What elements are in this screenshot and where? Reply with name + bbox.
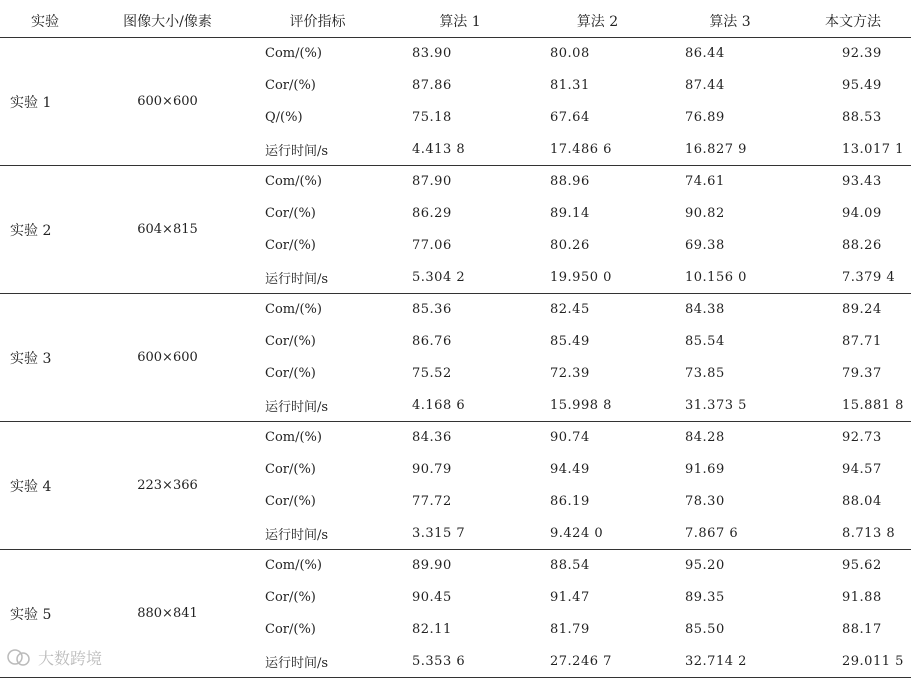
algorithm-2-value: 89.14 [550,206,590,222]
algorithm-2-value: 67.64 [550,109,590,125]
table-row [0,294,911,326]
algorithm-2-value: 9.424 0 [530,517,665,549]
algorithm-1-value: 84.36 [412,430,452,446]
proposed-method-value: 87.71 [842,334,882,350]
algorithm-3-value: 78.30 [685,493,725,509]
metric-label: Q/(%) [265,109,303,125]
algorithm-1-value: 87.86 [412,78,452,94]
header-algorithm-3: 算法 3 [665,4,795,38]
algorithm-3-value: 91.69 [685,462,725,478]
proposed-method-value: 93.43 [842,174,882,190]
header-algorithm-2: 算法 2 [530,4,665,38]
algorithm-1-value: 86.29 [412,206,452,222]
algorithm-1-value: 90.45 [412,590,452,606]
algorithm-3-value: 90.82 [685,206,725,222]
proposed-method-value: 79.37 [842,365,882,381]
algorithm-3-value: 95.20 [685,558,725,574]
table-row [0,550,911,582]
metric-label: Cor/(%) [265,365,316,381]
algorithm-1-value: 87.90 [412,174,452,190]
algorithm-1-value: 83.90 [412,46,452,62]
algorithm-3-value: 32.714 2 [665,645,795,677]
metric-label: Cor/(%) [265,493,316,509]
algorithm-3-value: 10.156 0 [665,261,795,293]
table-row [0,166,911,198]
algorithm-2-value: 19.950 0 [530,261,665,293]
header-experiment: 实验 [0,4,90,38]
algorithm-3-value: 89.35 [685,590,725,606]
image-size: 600×600 [90,294,245,422]
algorithm-2-value: 91.47 [550,590,590,606]
metric-label: Cor/(%) [265,590,316,606]
image-size: 604×815 [90,166,245,294]
metric-label: Com/(%) [265,174,322,190]
metric-label: Cor/(%) [265,237,316,253]
algorithm-2-value: 81.79 [550,621,590,637]
algorithm-1-value: 77.72 [412,493,452,509]
results-table [0,4,911,678]
algorithm-1-value: 4.413 8 [390,133,530,165]
metric-label: 运行时间/s [245,645,390,677]
experiment-name: 实验 2 [0,166,90,294]
algorithm-2-value: 90.74 [550,430,590,446]
watermark-text: 大数跨境 [38,649,103,668]
algorithm-2-value: 88.54 [550,558,590,574]
algorithm-2-value: 27.246 7 [530,645,665,677]
metric-label: Cor/(%) [265,206,316,222]
algorithm-2-value: 86.19 [550,493,590,509]
algorithm-2-value: 15.998 8 [530,389,665,421]
header-algorithm-1: 算法 1 [390,4,530,38]
algorithm-2-value: 94.49 [550,462,590,478]
header-metric: 评价指标 [245,4,390,38]
metric-label: 运行时间/s [245,261,390,293]
algorithm-1-value: 89.90 [412,558,452,574]
algorithm-2-value: 85.49 [550,334,590,350]
algorithm-1-value: 82.11 [412,621,452,637]
experiment-name: 实验 5 [0,550,90,678]
chat-bubble-logo-icon [6,648,32,668]
algorithm-1-value: 77.06 [412,237,452,253]
algorithm-3-value: 85.50 [685,621,725,637]
proposed-method-value: 91.88 [842,590,882,606]
metric-label: Com/(%) [265,46,322,62]
algorithm-3-value: 85.54 [685,334,725,350]
algorithm-3-value: 73.85 [685,365,725,381]
experiment-name: 实验 1 [0,38,90,166]
algorithm-3-value: 7.867 6 [665,517,795,549]
algorithm-1-value: 85.36 [412,302,452,318]
algorithm-1-value: 3.315 7 [390,517,530,549]
algorithm-2-value: 82.45 [550,302,590,318]
proposed-method-value: 94.57 [842,462,882,478]
algorithm-2-value: 17.486 6 [530,133,665,165]
metric-label: Cor/(%) [265,621,316,637]
algorithm-3-value: 31.373 5 [665,389,795,421]
proposed-method-value: 13.017 1 [795,133,911,165]
proposed-method-value: 88.04 [842,493,882,509]
proposed-method-value: 94.09 [842,206,882,222]
metric-label: Cor/(%) [265,334,316,350]
algorithm-2-value: 80.26 [550,237,590,253]
table-row [0,422,911,454]
experiment-name: 实验 4 [0,422,90,550]
metric-label: Com/(%) [265,558,322,574]
metric-label: Com/(%) [265,302,322,318]
algorithm-3-value: 86.44 [685,46,725,62]
algorithm-3-value: 87.44 [685,78,725,94]
proposed-method-value: 29.011 5 [795,645,911,677]
proposed-method-value: 95.49 [842,78,882,94]
metric-label: 运行时间/s [245,389,390,421]
algorithm-3-value: 69.38 [685,237,725,253]
proposed-method-value: 88.53 [842,109,882,125]
proposed-method-value: 88.26 [842,237,882,253]
image-size: 223×366 [90,422,245,550]
table-row [0,38,911,70]
proposed-method-value: 89.24 [842,302,882,318]
algorithm-3-value: 76.89 [685,109,725,125]
proposed-method-value: 8.713 8 [795,517,911,549]
algorithm-1-value: 4.168 6 [390,389,530,421]
algorithm-2-value: 88.96 [550,174,590,190]
watermark [6,646,102,669]
metric-label: 运行时间/s [245,133,390,165]
algorithm-1-value: 86.76 [412,334,452,350]
algorithm-3-value: 84.38 [685,302,725,318]
algorithm-3-value: 16.827 9 [665,133,795,165]
proposed-method-value: 95.62 [842,558,882,574]
metric-label: 运行时间/s [245,517,390,549]
header-row [0,4,911,38]
algorithm-2-value: 81.31 [550,78,590,94]
proposed-method-value: 88.17 [842,621,882,637]
algorithm-1-value: 5.353 6 [390,645,530,677]
metric-label: Cor/(%) [265,462,316,478]
algorithm-3-value: 84.28 [685,430,725,446]
algorithm-3-value: 74.61 [685,174,725,190]
metric-label: Cor/(%) [265,78,316,94]
proposed-method-value: 7.379 4 [795,261,911,293]
proposed-method-value: 92.73 [842,430,882,446]
metric-label: Com/(%) [265,430,322,446]
algorithm-2-value: 80.08 [550,46,590,62]
image-size: 880×841 [90,550,245,678]
proposed-method-value: 15.881 8 [795,389,911,421]
header-image-size: 图像大小/像素 [90,4,245,38]
image-size: 600×600 [90,38,245,166]
header-proposed-method: 本文方法 [795,4,911,38]
algorithm-2-value: 72.39 [550,365,590,381]
algorithm-1-value: 90.79 [412,462,452,478]
algorithm-1-value: 5.304 2 [390,261,530,293]
algorithm-1-value: 75.18 [412,109,452,125]
proposed-method-value: 92.39 [842,46,882,62]
experiment-name: 实验 3 [0,294,90,422]
algorithm-1-value: 75.52 [412,365,452,381]
